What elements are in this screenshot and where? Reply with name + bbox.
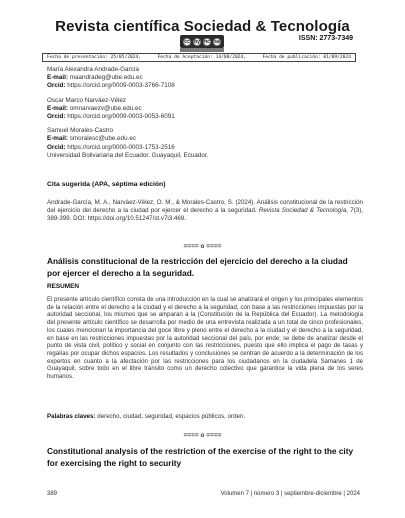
sa-icon: sa xyxy=(214,38,220,45)
date-published: Fecha de publicación: 01/09/2024 xyxy=(262,55,351,60)
authors-block xyxy=(47,66,363,160)
author-name: María Alexandra Andrade-García xyxy=(47,66,140,73)
keywords-label: Palabras claves: xyxy=(47,413,96,420)
author-orcid[interactable]: https://orcid.org/0009-0003-3766-7108 xyxy=(67,82,175,90)
license-strip xyxy=(180,48,224,52)
citation-authors-title: Andrade-García, M. A., Narváez-Vélez, O. M., & Morales-Castro, S. (2024). Análisis constitucional de la restricción del ejercicio del derecho a la ciudad por ejercer el derecho a la seguridad. xyxy=(47,199,363,214)
keywords xyxy=(47,413,363,421)
author-email[interactable]: omnarvaezv@ube.edu.ec xyxy=(69,104,142,112)
abstract-heading: RESUMEN xyxy=(47,283,79,290)
affiliation: Universidad Bolivariana del Ecuador. Guayaquil, Ecuador. xyxy=(47,151,209,159)
by-icon: by xyxy=(194,38,200,45)
dates-bar xyxy=(42,53,356,62)
author-email[interactable]: maandradeg@ube.edu.ec xyxy=(69,74,143,82)
article-title-spanish: Análisis constitucional de la restricción del ejercicio del derecho a la ciudad por ejercer el derecho a la seguridad. xyxy=(47,256,348,278)
citation-volume-doi[interactable]: , 7(3), 389-399. DOI: https://doi.org/10.51247/st.v7i3.469. xyxy=(47,207,363,222)
creative-commons-license-icon xyxy=(180,35,224,48)
citation-text xyxy=(47,199,363,223)
nc-icon: nc xyxy=(204,38,210,45)
orcid-label: Orcid: xyxy=(47,143,66,151)
author-orcid[interactable]: https://orcid.org/0009-0003-0053-6091 xyxy=(67,113,175,121)
journal-title: Revista científica Sociedad & Tecnología xyxy=(55,18,350,35)
author-orcid[interactable]: https://orcid.org/0000-0003-1753-2516 xyxy=(67,143,175,151)
keywords-list: derecho, ciudad, seguridad, espacios públicos, orden. xyxy=(97,413,246,420)
email-label: E-mail: xyxy=(47,74,68,82)
issn: ISSN: 2773-7349 xyxy=(298,35,353,42)
author-email[interactable]: smoralesc@ube.edu.ec xyxy=(69,135,136,143)
orcid-label: Orcid: xyxy=(47,82,66,90)
volume-info: Volumen 7 | número 3 | septiembre-diciembre | 2024 xyxy=(220,491,360,497)
author-name: Oscar Marco Narváez-Vélez xyxy=(47,96,127,104)
article-title-english: Constitutional analysis of the restriction of the exercise of the right to the city for exercising the right to security xyxy=(47,446,354,468)
citation-heading: Cita sugerida (APA, séptima edición) xyxy=(47,181,166,188)
citation-journal: Revista Sociedad & Tecnología xyxy=(258,207,347,214)
date-accepted: Fecha de Aceptación: 14/08/2024, xyxy=(157,55,247,60)
section-separator: ==== o ==== xyxy=(183,243,222,250)
abstract-text: El presente artículo científico consta de una introducción en la cual se analizará el origen y los principales elementos de la relación entre el derecho a la ciudad y el derecho a la seguridad, con base a las restricciones impuestas por la autoridad seccional, los mismos que se amparan a la (Constitución de la República del Ecuador). La metodología del presente artículo científico se desarrolla por medio de una entrevista realizada a un total de cinco profesionales, los cuales mencionan la importancia del goce libre y pleno entre el derecho a la ciudad y el derecho a la seguridad, en base en las restricciones impuestas por la autoridad seccional del país, por ende; se debe de analizar desde el punto de vista civil, político y social en conjunto con las restricciones, puesto que ello implica el pago de tasas y regalías por ocupar dichos espacios. Los resultados y conclusiones se centran de acuerdo a la determinación de los expertos en cuanto a la afectación por las restricciones para los ciudadanos en la ciudadela Samanes 1 de Guayaquil, sobre todo en el libre tránsito como un derecho colectivo que garantice la vida plena de los seres humanos. xyxy=(47,296,363,381)
section-separator: ==== o ==== xyxy=(183,432,222,439)
page-number: 389 xyxy=(47,491,58,497)
cc-icon: cc xyxy=(184,38,190,45)
date-presented: Fecha de presentación: 25/05/2024, xyxy=(47,55,142,60)
orcid-label: Orcid: xyxy=(47,113,66,121)
email-label: E-mail: xyxy=(47,104,68,112)
email-label: E-mail: xyxy=(47,135,68,143)
author-name: Samuel Morales-Castro xyxy=(47,127,114,135)
